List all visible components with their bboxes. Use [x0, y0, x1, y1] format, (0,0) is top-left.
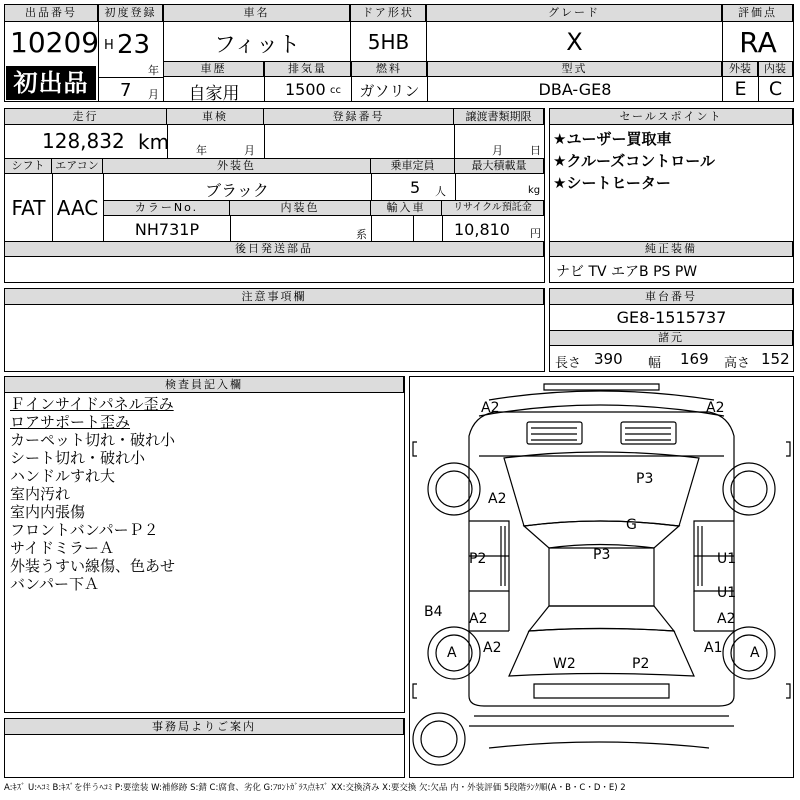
- max-load-unit: kg: [528, 185, 541, 196]
- inspector-line: ロアサポート歪み: [10, 413, 131, 431]
- inspector-line: フロントバンパーＰ２: [10, 521, 159, 539]
- later-parts-header: 後日発送部品: [5, 242, 544, 257]
- damage-mark: A2: [481, 400, 500, 416]
- chassis-value: GE8-1515737: [616, 308, 727, 327]
- notes-header: 注意事項欄: [5, 289, 544, 305]
- car-name-value: フィット: [213, 33, 301, 58]
- door-value: 5HB: [367, 30, 410, 54]
- car-diagram: [409, 376, 794, 778]
- capacity-header: 乗車定員: [371, 159, 455, 174]
- height-value: 152: [761, 350, 790, 368]
- damage-mark: A2: [717, 611, 736, 627]
- sales-points-header: セールスポイント: [550, 109, 793, 125]
- sales-point-item: ★ユーザー買取車: [553, 130, 672, 148]
- inspector-line: バンパー下Ａ: [10, 575, 99, 593]
- length-value: 390: [594, 350, 623, 368]
- capacity-unit: 人: [435, 185, 446, 198]
- model-code-value: DBA-GE8: [538, 80, 612, 99]
- history-value: 自家用: [188, 84, 240, 104]
- grade-header: グレード: [427, 5, 722, 22]
- sales-point-item: ★クルーズコントロール: [553, 152, 715, 170]
- damage-mark: A2: [706, 400, 725, 416]
- inspector-line: ハンドルすれ大: [10, 467, 116, 485]
- transfer-docs-day-unit: 日: [530, 144, 541, 157]
- capacity-value: 5: [410, 178, 421, 197]
- damage-mark: B4: [424, 604, 443, 620]
- damage-mark: A: [750, 645, 760, 661]
- first-reg-header: 初度登録: [99, 5, 163, 22]
- interior-grade-header: 内装: [758, 62, 793, 77]
- inspector-line: カーペット切れ・破れ小: [10, 431, 176, 449]
- fuel-header: 燃料: [352, 62, 427, 77]
- recycle-unit: 円: [530, 227, 541, 240]
- recycle-value: 10,810: [454, 220, 510, 239]
- import-header: 輸入車: [371, 201, 442, 216]
- registration-header: 登録番号: [264, 109, 454, 125]
- width-value: 169: [680, 350, 709, 368]
- first-reg-month: 7: [120, 80, 132, 101]
- damage-mark: U1: [717, 551, 737, 567]
- legend: A:ｷｽﾞ U:ﾍｺﾐ B:ｷｽﾞを伴うﾍｺﾐ P:要塗装 W:補修跡 S:錆 C:腐食、劣化 G:ﾌﾛﾝﾄｶﾞﾗｽ点ｷｽﾞ XX:交換済み X:要交換 欠:欠品 内・外装評価 5段階ﾗﾝｸ順(A・B・C・D・E) 2: [4, 783, 626, 793]
- first-reg-year-unit: 年: [148, 64, 159, 77]
- max-load-header: 最大積載量: [455, 159, 544, 174]
- displacement-value: 1500: [285, 80, 326, 99]
- sales-point-item: ★シートヒーター: [553, 174, 671, 192]
- first-reg-era: H: [104, 38, 114, 53]
- equipment-value: ナビ TV エアB PS PW: [556, 264, 698, 280]
- recycle-header: リサイクル預託金: [442, 201, 544, 216]
- inspector-line: 外装うすい線傷、色あせ: [10, 557, 176, 575]
- damage-mark: P2: [632, 656, 650, 672]
- aircon-value: AAC: [56, 196, 99, 220]
- damage-mark: A2: [483, 640, 502, 656]
- length-label: 長さ: [555, 356, 582, 371]
- exterior-grade-header: 外装: [723, 62, 758, 77]
- ext-color-value: ブラック: [205, 181, 269, 200]
- history-header: 車歴: [164, 62, 264, 77]
- inspector-line: Ｆインサイドパネル歪み: [10, 395, 174, 413]
- dimensions-header: 諸元: [550, 331, 793, 346]
- inspector-line: 室内内張傷: [10, 503, 86, 521]
- color-no-value: NH731P: [134, 220, 200, 239]
- inspector-line: シート切れ・破れ小: [10, 449, 146, 467]
- displacement-header: 排気量: [265, 62, 351, 77]
- fuel-value: ガソリン: [359, 82, 420, 100]
- first-reg-year: 23: [117, 30, 151, 60]
- mileage-header: 走行: [5, 109, 167, 125]
- score-value: RA: [739, 26, 777, 59]
- office-header: 事務局よりご案内: [5, 719, 404, 735]
- interior-grade-value: C: [768, 78, 783, 100]
- shift-header: シフト: [5, 159, 52, 174]
- damage-mark: A: [447, 645, 457, 661]
- ext-color-header: 外装色: [103, 159, 371, 174]
- transfer-docs-header: 譲渡書類期限: [454, 109, 544, 125]
- score-header: 評価点: [723, 5, 793, 22]
- inspector-line: 室内汚れ: [10, 485, 71, 503]
- car-name-header: 車名: [164, 5, 350, 22]
- first-listing-badge: 初出品: [6, 66, 96, 100]
- first-reg-month-unit: 月: [148, 88, 159, 101]
- shift-value: FAT: [11, 196, 46, 220]
- inspection-month-unit: 月: [244, 144, 255, 157]
- damage-mark: G: [626, 517, 637, 533]
- height-label: 高さ: [724, 356, 751, 371]
- damage-mark: A2: [488, 491, 507, 507]
- model-code-header: 型式: [428, 62, 722, 77]
- exterior-grade-value: E: [734, 78, 747, 100]
- color-no-header: カラーNo.: [104, 201, 230, 216]
- damage-mark: P3: [636, 471, 654, 487]
- equipment-header: 純正装備: [550, 242, 793, 257]
- int-color-header: 内装色: [230, 201, 371, 216]
- damage-mark: U1: [717, 585, 737, 601]
- displacement-unit: cc: [330, 85, 341, 96]
- aircon-header: エアコン: [52, 159, 103, 174]
- damage-mark: P3: [593, 547, 611, 563]
- inspection-header: 車検: [167, 109, 264, 125]
- chassis-header: 車台番号: [550, 289, 793, 305]
- grade-value: X: [566, 28, 583, 56]
- lot-number: 10209: [10, 26, 100, 59]
- lot-header: 出品番号: [5, 5, 98, 22]
- damage-mark: P2: [469, 551, 487, 567]
- transfer-docs-month-unit: 月: [492, 144, 503, 157]
- inspector-line: サイドミラーＡ: [10, 539, 114, 557]
- damage-mark: A1: [704, 640, 723, 656]
- width-label: 幅: [648, 356, 662, 371]
- int-color-unit: 系: [356, 228, 367, 241]
- damage-mark: A2: [469, 611, 488, 627]
- inspector-header: 検査員記入欄: [5, 377, 404, 393]
- inspection-year-unit: 年: [196, 144, 207, 157]
- door-header: ドア形状: [351, 5, 426, 22]
- damage-mark: W2: [553, 656, 576, 672]
- mileage-unit: km: [138, 130, 170, 154]
- mileage-value: 128,832: [42, 129, 125, 153]
